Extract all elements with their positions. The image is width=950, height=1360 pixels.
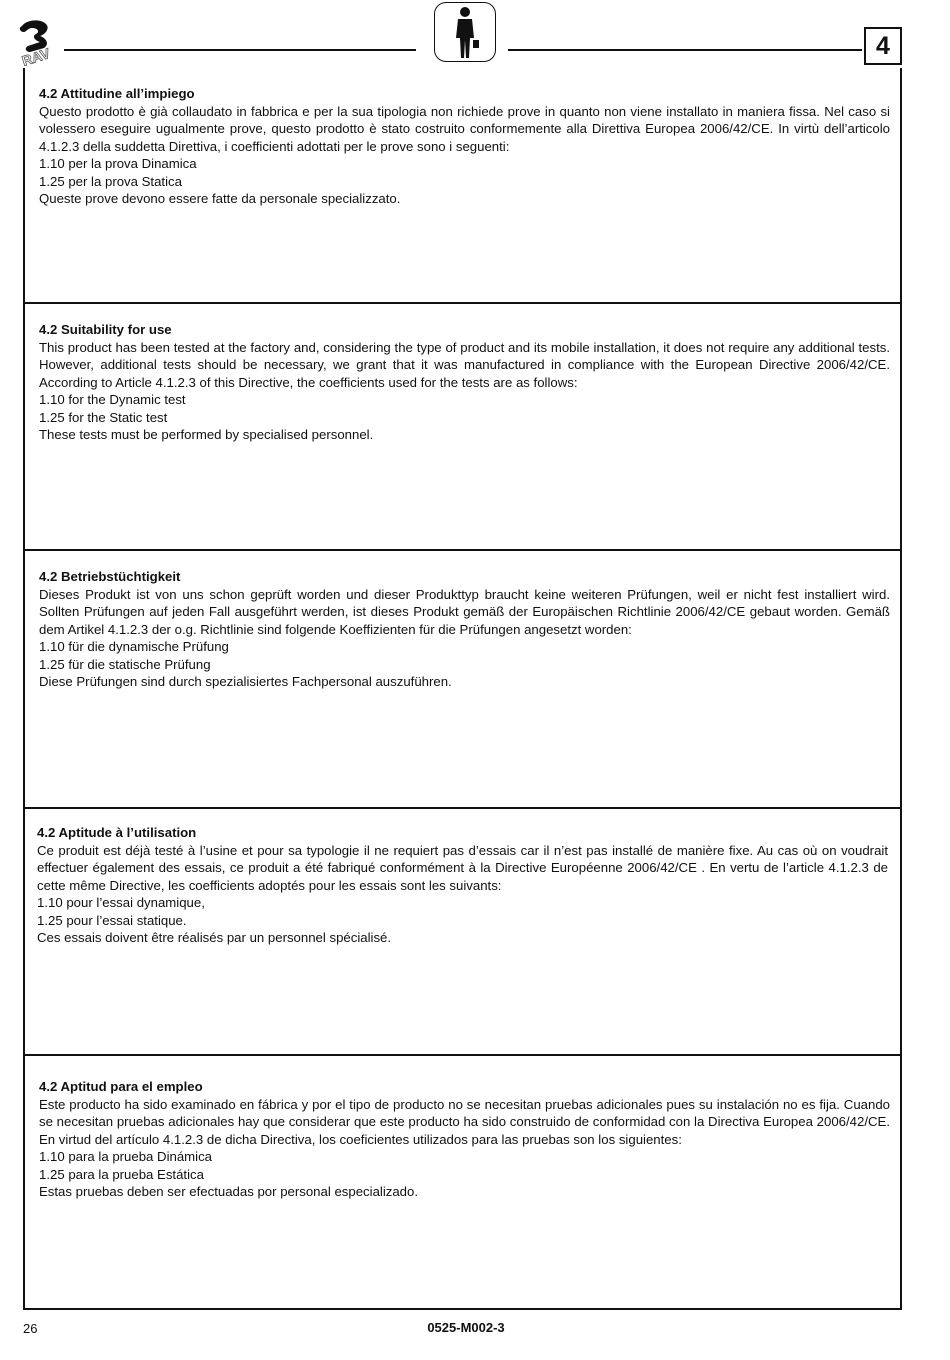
header-rule-right <box>508 49 862 51</box>
document-code: 0525-M002-3 <box>427 1320 505 1335</box>
personnel-note: These tests must be performed by specialised personnel. <box>39 427 374 442</box>
section-title: 4.2 Aptitude à l’utilisation <box>37 825 197 840</box>
section-title: 4.2 Betriebstüchtigkeit <box>39 569 181 584</box>
section-divider <box>23 302 902 304</box>
personnel-note: Estas pruebas deben ser efectuadas por personal especializado. <box>39 1184 419 1199</box>
coefficient-line-dynamic: 1.10 für die dynamische Prüfung <box>39 639 229 654</box>
coefficient-line-static: 1.25 für die statische Prüfung <box>39 656 211 672</box>
coefficient-line-static: 1.25 pour l’essai statique. <box>37 912 187 928</box>
section-divider <box>23 549 902 551</box>
section-paragraph: Dieses Produkt ist von uns schon geprüft worden und dieser Produkttyp braucht keine weiteren Prüfungen, weil er nicht fest installiert wird. Sollten Prüfungen auf jeden Fall ausgeführt werden, ist dieses Produkt gemäß der Europäischen Richtlinie 2006/42/CE gebaut worden. Gemäß dem Artikel 4.1.2.3 der o.g. Richtlinie sind folgende Koeffizienten für die Prüfungen angesetzt worden: <box>39 586 890 637</box>
section-spanish <box>39 1078 890 1201</box>
logo-icon <box>16 18 60 66</box>
personnel-note: Ces essais doivent être réalisés par un personnel spécialisé. <box>37 930 392 945</box>
section-paragraph: Questo prodotto è già collaudato in fabbrica e per la sua tipologia non richiede prove in quanto non viene installato in maniera fissa. Nel caso si volessero eseguire ugualmente prove, questo prodotto è stato costruito conformemente alla Direttiva Europea 2006/42/CE. In virtù dell’articolo 4.1.2.3 della suddetta Direttiva, i coefficienti adottati per le prove sono i seguenti: <box>39 103 890 154</box>
coefficient-line-static: 1.25 para la prueba Estática <box>39 1166 204 1182</box>
section-french <box>37 824 888 947</box>
coefficient-line-dynamic: 1.10 para la prueba Dinámica <box>39 1149 213 1164</box>
person-with-briefcase-icon <box>434 2 496 62</box>
coefficient-line-static: 1.25 for the Static test <box>39 409 168 425</box>
header-rule-left <box>64 49 416 51</box>
section-divider <box>23 1054 902 1056</box>
section-italian <box>39 85 890 208</box>
page-number: 26 <box>23 1321 38 1336</box>
svg-text:RAV: RAV <box>19 44 52 66</box>
coefficient-line-dynamic: 1.10 per la prova Dinamica <box>39 156 197 171</box>
section-paragraph: Ce produit est déjà testé à l’usine et pour sa typologie il ne requiert pas d’essais car il n’est pas installé de manière fixe. Au cas où on voudrait effectuer également des essais, ce produit a été fabriqué conformément à la Directive Européenne 2006/42/CE . En vertu de l’article 4.1.2.3 de cette même Directive, les coefficients adoptés pour les essais sont les suivants: <box>37 842 888 893</box>
coefficient-line-dynamic: 1.10 for the Dynamic test <box>39 392 186 407</box>
section-title: 4.2 Aptitud para el empleo <box>39 1079 203 1094</box>
section-paragraph: Este producto ha sido examinado en fábrica y por el tipo de producto no se necesitan pruebas adicionales pues su instalación no es fija. Cuando se necesitan pruebas adicionales hay que considerar que este producto ha sido construido de conformidad con la Directiva Europea 2006/42/CE. En virtud del artículo 4.1.2.3 de dicha Directiva, los coeficientes utilizados para las pruebas son los siguientes: <box>39 1096 890 1147</box>
section-paragraph: This product has been tested at the factory and, considering the type of product and its mobile installation, it does not require any additional tests. However, additional tests should be necessary, we grant that it was manufactured in compliance with the European Directive 2006/42/CE. According to Article 4.1.2.3 of this Directive, the coefficients used for the tests are as follows: <box>39 339 890 390</box>
coefficient-line-dynamic: 1.10 pour l’essai dynamique, <box>37 895 205 910</box>
section-title: 4.2 Suitability for use <box>39 322 172 337</box>
chapter-number: 4 <box>864 27 902 65</box>
section-title: 4.2 Attitudine all’impiego <box>39 86 195 101</box>
coefficient-line-static: 1.25 per la prova Statica <box>39 173 182 189</box>
section-divider <box>23 807 902 809</box>
section-german <box>39 568 890 691</box>
personnel-note: Diese Prüfungen sind durch spezialisiertes Fachpersonal auszuführen. <box>39 674 452 689</box>
section-english <box>39 321 890 444</box>
personnel-note: Queste prove devono essere fatte da personale specializzato. <box>39 191 401 206</box>
